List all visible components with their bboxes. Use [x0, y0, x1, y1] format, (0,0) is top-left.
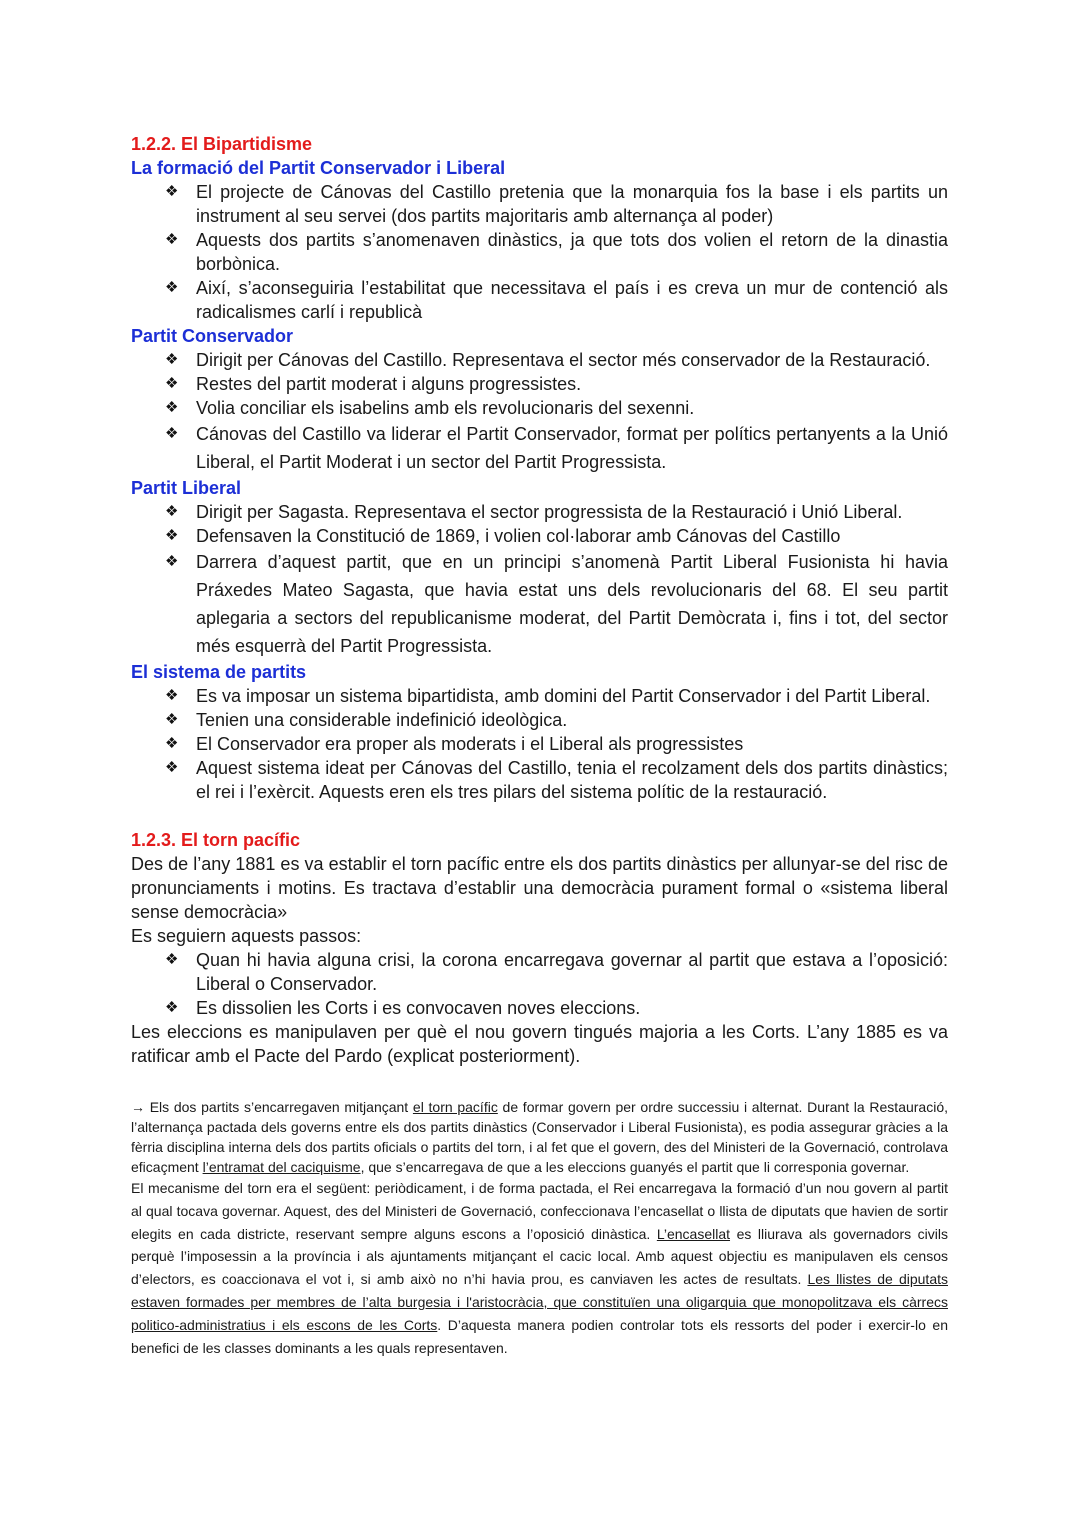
list-item: ❖ El Conservador era proper als moderats i el Liberal als progressistes [165, 734, 744, 754]
list-conservador [131, 348, 948, 476]
steps-lead: Es seguiern aquests passos: [131, 926, 362, 946]
section-heading-bipartidisme: 1.2.2. El Bipartidisme [131, 134, 313, 154]
diamond-bullet-icon: ❖ [165, 527, 179, 544]
list-item: ❖ Darrera d’aquest partit, que en un principi s’anomenà Partit Liberal Fusionista hi havia Práxedes Mateo Sagasta, que havia estat uns dels revolucionaris del 68. El seu partit aplegaria a sectors del republicanisme moderat, del Partit Demòcrata i, fins i tot, del sector més esquerrà del Partit Progressista. [196, 548, 948, 660]
list-item: ❖ Quan hi havia alguna crisi, la corona encarregava governar al partit que estava a l’oposició: Liberal o Conservador. [165, 950, 948, 994]
diamond-bullet-icon: ❖ [165, 351, 179, 368]
underlined-term: el torn pacífic [412, 1099, 498, 1115]
subheading-liberal: Partit Liberal [131, 478, 242, 498]
list-item: ❖ Es dissolien les Corts i es convocaven noves eleccions. [165, 998, 641, 1018]
underlined-term: l’entramat del caciquisme [202, 1159, 361, 1175]
diamond-bullet-icon: ❖ [165, 711, 179, 728]
note-paragraph-1: → Els dos partits s’encarregaven mitjançant el torn pacífic de formar govern per ordre successiu i alternat. Durant la Restauració, l’alternança pactada dels governs entre els dos partits dinàstics (Conservador i Liberal Fusionista), es podia assegurar gràcies a la fèrria disciplina interna dels dos partits oficials o partits del torn, i al fet que el govern, des del Ministeri de la Governació, controlava eficaçment l’entramat del caciquisme, que s’encarregava de que a les eleccions guanyés el partit que li corresponia governar. [131, 1099, 949, 1175]
list-item: ❖ Aquests dos partits s’anomenaven dinàstics, ja que tots dos volien el retorn de la dinastia borbònica. [165, 230, 948, 274]
diamond-bullet-icon: ❖ [165, 375, 179, 392]
list-liberal [131, 500, 948, 660]
diamond-bullet-icon: ❖ [165, 553, 179, 570]
note-paragraph-2: El mecanisme del torn era el següent: periòdicament, i de forma pactada, el Rei encarregava la formació d’un nou govern al partit al qual tocava governar. Aquest, des del Ministeri de Governació, confeccionava l’encasellat o llista de diputats que havien de sortir elegits en cada districte, reservant sempre alguns escons a l’oposició dinàstica. L’encasellat es lliurava als governadors civils perquè l’imposessin a la província i als ajuntaments mitjançant el cacic local. Amb aquest objectiu es manipulaven els censos d’electors, es coaccionava el vot i, si amb això no n’hi havia prou, es canviaven les actes de resultats. Les llistes de diputats estaven formades per membres de l’alta burgesia i l'aristocràcia, que constituïen una oligarquia que monopolitzava els càrrecs politico-administratius i els escons de les Corts. D’aquesta manera podien controlar tots els ressorts del poder i exercir-lo en benefici de les classes dominants a les quals representaven. [131, 1180, 949, 1356]
diamond-bullet-icon: ❖ [165, 999, 179, 1016]
closing-paragraph: Les eleccions es manipulaven per què el nou govern tingués majoria a les Corts. L’any 1885 es va ratificar amb el Pacte del Pardo (explicat posteriorment). [131, 1022, 948, 1066]
diamond-bullet-icon: ❖ [165, 687, 179, 704]
list-item: ❖ Dirigit per Sagasta. Representava el sector progressista de la Restauració i Unió Liberal. [165, 502, 903, 522]
list-item: ❖ Tenien una considerable indefinició ideològica. [165, 710, 568, 730]
subheading-sistema: El sistema de partits [131, 662, 307, 682]
list-item: ❖ Restes del partit moderat i alguns progressistes. [165, 374, 582, 394]
subheading-conservador: Partit Conservador [131, 326, 294, 346]
intro-paragraph: Des de l’any 1881 es va establir el torn pacífic entre els dos partits dinàstics per allunyar-se del risc de pronunciaments i motins. Es tractava d’establir una democràcia purament formal o «sistema liberal sense democràcia» [131, 854, 948, 922]
section-heading-torn-pacific: 1.2.3. El torn pacífic [131, 830, 301, 850]
diamond-bullet-icon: ❖ [165, 503, 179, 520]
diamond-bullet-icon: ❖ [165, 183, 179, 200]
list-formacio [131, 180, 948, 324]
diamond-bullet-icon: ❖ [165, 425, 179, 442]
list-steps [131, 948, 948, 1020]
list-sistema [131, 684, 948, 804]
document-page [131, 132, 948, 1359]
underlined-term: Les llistes de diputats estaven formades per membres de l’alta burgesia i l'aristocràcia, que constituïen una oligarquia que monopolitzava els càrrecs politico-administratius i els escons de les Corts [131, 1271, 948, 1333]
diamond-bullet-icon: ❖ [165, 759, 179, 776]
list-item: ❖ Dirigit per Cánovas del Castillo. Representava el sector més conservador de la Restauració. [165, 350, 931, 370]
list-item: ❖ Es va imposar un sistema bipartidista, amb domini del Partit Conservador i del Partit Liberal. [165, 686, 931, 706]
list-item: ❖ Defensaven la Constitució de 1869, i volien col·laborar amb Cánovas del Castillo [165, 526, 841, 546]
list-item: ❖ Aquest sistema ideat per Cánovas del Castillo, tenia el recolzament dels dos partits dinàstics; el rei i l’exèrcit. Aquests eren els tres pilars del sistema polític de la restauració. [165, 758, 948, 802]
list-item: ❖ El projecte de Cánovas del Castillo pretenia que la monarquia fos la base i els partits un instrument al seu servei (dos partits majoritaris amb alternança al poder) [165, 182, 948, 226]
diamond-bullet-icon: ❖ [165, 735, 179, 752]
diamond-bullet-icon: ❖ [165, 279, 179, 296]
subheading-formacio: La formació del Partit Conservador i Liberal [131, 158, 506, 178]
underlined-term: L’encasellat [656, 1225, 731, 1242]
list-item: ❖ Volia conciliar els isabelins amb els revolucionaris del sexenni. [165, 398, 695, 418]
list-item: ❖ Cánovas del Castillo va liderar el Partit Conservador, format per polítics pertanyents a la Unió Liberal, el Partit Moderat i un sector del Partit Progressista. [196, 420, 948, 476]
diamond-bullet-icon: ❖ [165, 951, 179, 968]
diamond-bullet-icon: ❖ [165, 399, 179, 416]
diamond-bullet-icon: ❖ [165, 231, 179, 248]
list-item: ❖ Així, s’aconseguiria l’estabilitat que necessitava el país i es creva un mur de contenció als radicalismes carlí i republicà [165, 278, 948, 322]
